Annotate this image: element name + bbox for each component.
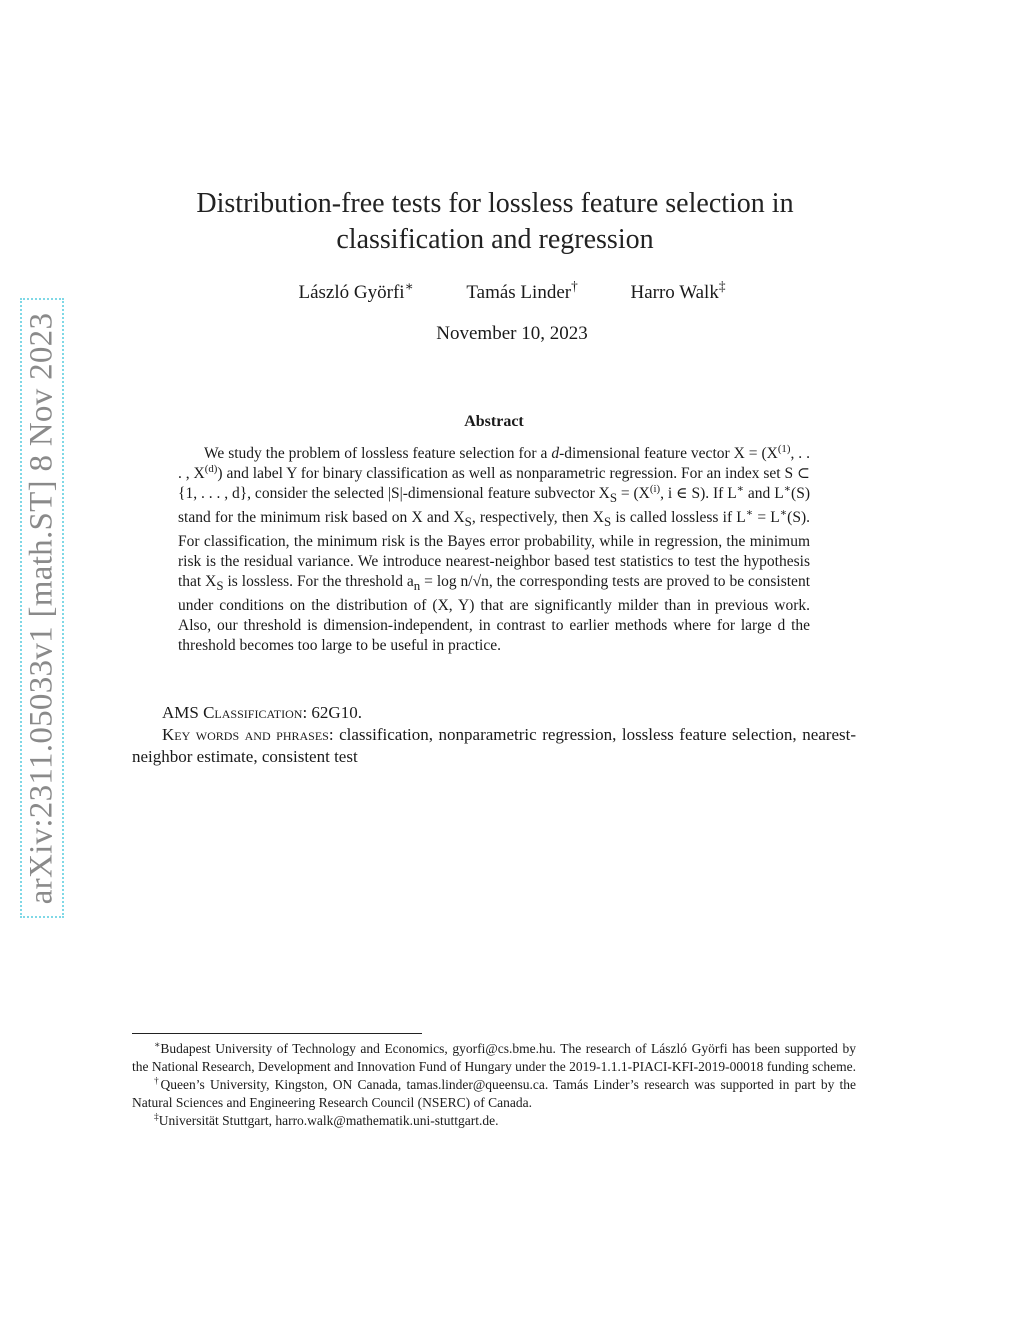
author-gyorfi: László Györfi∗ <box>298 278 414 303</box>
title-line-1: Distribution-free tests for lossless feature selection in <box>196 188 794 219</box>
arxiv-identifier-stamp <box>20 298 64 918</box>
abstract-heading: Abstract <box>464 413 524 430</box>
publication-date: November 10, 2023 <box>436 323 588 344</box>
ams-value: 62G10. <box>307 703 362 722</box>
author-list <box>0 278 1024 304</box>
footnote-rule <box>132 1033 422 1034</box>
keywords-label: Key words and phrases: <box>162 725 334 744</box>
paper-title <box>120 186 870 258</box>
author-linder: Tamás Linder† <box>466 278 578 303</box>
arxiv-id-text: arXiv:2311.05033v1 [math.ST] 8 Nov 2023 <box>23 312 60 904</box>
ams-label: AMS Classification: <box>162 703 308 722</box>
abstract-body: We study the problem of lossless feature selection for a d-dimensional feature vector $X = (X^{(1)}$, . . . , $X^{(d)}$) and label Y for binary classification as well as nonparametric regression. For an index set S ⊂ {1, . . . , d}, consider the selected |S|-dimensional feature subvector $X_S = (X^{(i)}$, i ∈ S). If L∗ and L∗(S) stand for the minimum risk based on X and $X_S$, respectively, then $X_S$ is called lossless if L∗ = L∗(S). For classification, the minimum risk is the Bayes error probability, while in regression, the minimum risk is the residual variance. We introduce nearest-neighbor based test statistics to test the hypothesis that $X_S$ is lossless. For the threshold $a_n = \log n/√n$, the corresponding tests are proved to be consistent under conditions on the distribution of (X, Y) that are significantly milder than in previous work. Also, our threshold is dimension-independent, in contrast to earlier methods where for large d the threshold becomes too large to be useful in practice. <box>178 442 810 655</box>
author-walk: Harro Walk‡ <box>630 278 726 303</box>
title-line-2: classification and regression <box>336 224 654 255</box>
footnote-walk: ‡Universität Stuttgart, harro.walk@mathematik.uni-stuttgart.de. <box>154 1112 499 1128</box>
keywords <box>132 724 856 768</box>
footnote-gyorfi: ∗Budapest University of Technology and Economics, gyorfi@cs.bme.hu. The research of László Györfi has been supported by the National Research, Development and Innovation Fund of Hungary under the 2019-1.1.1-PIACI-KFI-2019-00018 funding scheme. <box>132 1040 856 1074</box>
keywords-value: classification, nonparametric regression, lossless feature selection, nearest-neighbor estimate, consistent test <box>132 725 856 766</box>
ams-classification <box>132 702 856 724</box>
footnote-linder: †Queen’s University, Kingston, ON Canada, tamas.linder@queensu.ca. Tamás Linder’s research was supported in part by the Natural Sciences and Engineering Research Council (NSERC) of Canada. <box>132 1076 857 1110</box>
footnotes <box>132 1040 856 1130</box>
